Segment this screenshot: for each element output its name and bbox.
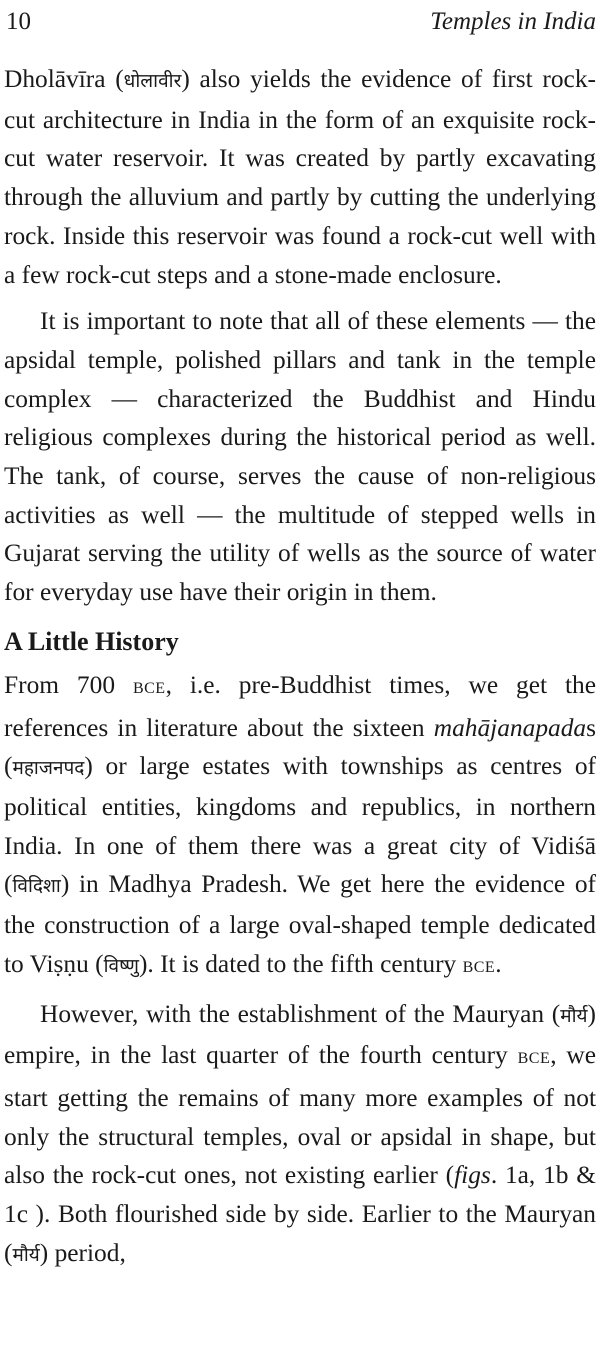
p1-devanagari-1: धोलावीर [123,70,182,92]
p3-text-g: . [495,949,502,978]
paragraph-dholavira [4,60,596,294]
p4-text-b: ) empire, in the last quarter of the fourth century [4,1000,596,1070]
p4-text-d: . 1a, 1b & 1c ). Both flourished side by side. Earlier to the Mauryan ( [4,1161,597,1267]
section-heading: A Little History [4,626,179,656]
p4-devanagari-2: मौर्य [12,1243,40,1266]
p3-text-d: ) or large estates with townships as centres of political entities, kingdoms and republics, in northern India. In one of them there was a great city of Vidiśā ( [4,752,596,899]
body-text [4,60,596,1274]
paragraph-elements [4,302,596,612]
p3-devanagari-3: विष्णु [103,954,139,977]
p3-devanagari-1: महाजनपद [12,757,85,780]
running-head [6,4,596,44]
p3-text-f: ). It is dated to the fifth century [138,949,463,978]
p2-text: It is important to note that all of these elements — the apsidal temple, polished pillars and tank in the temple complex — characterized the Buddhist and Hindu religious complexes during the historical period as well. The tank, of course, serves the cause of non-religious activities as well — the multitude of stepped wells in Gujarat serving the utility of wells as the source of water for everyday use have their origin in them. [4,307,596,607]
p3-devanagari-2: विदिशा [12,875,61,898]
p4-text-c: , we start getting the remains of many more examples of not only the structural temples, oval or apsidal in shape, but also the rock-cut ones, not existing earlier ( [4,1041,597,1190]
p3-smallcaps-2: BCE [462,958,496,976]
p3-smallcaps-1: BCE [132,679,166,697]
p1-text-b: ) also yields the evidence of first rock-cut architecture in India in the form of an exquisite rock-cut water reservoir. It was created by partly excavating through the alluvium and partly by cutting the underlying rock. Inside this reservoir was found a rock-cut well with a few rock-cut steps and a stone-made enclosure. [4,65,596,289]
p4-italic-1: figs [454,1161,491,1190]
paragraph-mauryan [4,995,596,1274]
p4-text-e: ) period, [39,1238,126,1267]
p3-text-c: s ( [4,713,596,781]
p3-text-e: ) in Madhya Pradesh. We get here the evidence of the construction of a large oval-shaped temple dedicated to Viṣṇu ( [4,870,596,978]
p4-text-a: However, with the establishment of the Mauryan ( [40,1000,561,1029]
p3-text-b: , i.e. pre-Buddhist times, we get the references in literature about the sixteen [4,670,596,742]
p3-italic-1: mahājanapada [433,713,587,742]
p4-smallcaps-1: BCE [517,1050,551,1068]
running-title: Temples in India [430,8,596,35]
p1-text-a: Dholāvīra ( [4,65,124,93]
p3-text-a: From 700 [4,670,133,699]
p4-devanagari-1: मौर्य [560,1005,588,1028]
paragraph-history [4,666,596,988]
page-number: 10 [6,8,31,35]
